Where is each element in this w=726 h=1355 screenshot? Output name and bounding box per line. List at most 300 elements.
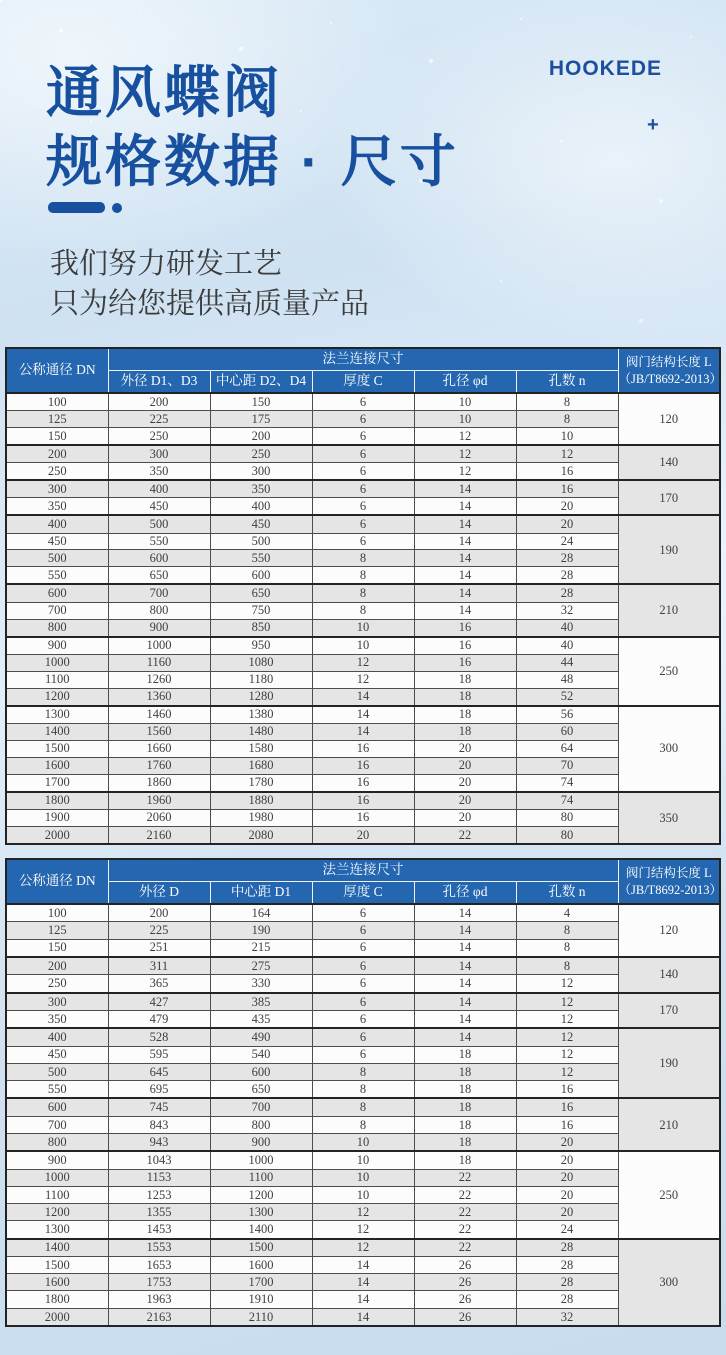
col-subheader: 孔径 φd (414, 370, 516, 393)
spec-cell: 550 (6, 1081, 108, 1099)
col-subheader: 中心距 D2、D4 (210, 370, 312, 393)
spec-cell: 600 (6, 1098, 108, 1116)
spec-cell: 1800 (6, 792, 108, 810)
spec-cell: 450 (210, 515, 312, 533)
spec-cell: 74 (516, 774, 618, 792)
spec-cell: 1400 (6, 723, 108, 740)
table-row (6, 637, 720, 655)
table-row (6, 792, 720, 810)
spec-cell: 16 (312, 740, 414, 757)
spec-cell: 14 (414, 567, 516, 585)
spec-cell: 2000 (6, 826, 108, 844)
spec-cell: 16 (414, 637, 516, 655)
spec-cell: 150 (6, 939, 108, 957)
spec-cell: 1653 (108, 1256, 210, 1273)
spec-cell: 16 (516, 480, 618, 498)
spec-cell: 1380 (210, 706, 312, 724)
spec-cell: 950 (210, 637, 312, 655)
spec-cell: 8 (516, 939, 618, 957)
table-row (6, 619, 720, 637)
spec-cell: 20 (414, 792, 516, 810)
spec-cell: 24 (516, 533, 618, 550)
spec-cell: 700 (108, 584, 210, 602)
table-row (6, 480, 720, 498)
spec-cell: 28 (516, 1291, 618, 1308)
spec-cell: 900 (108, 619, 210, 637)
table-row (6, 498, 720, 516)
spec-cell: 12 (312, 671, 414, 688)
spec-cell: 800 (6, 1133, 108, 1151)
spec-cell: 12 (312, 654, 414, 671)
spec-cell: 550 (210, 550, 312, 567)
spec-cell: 175 (210, 411, 312, 428)
spec-cell: 300 (6, 993, 108, 1011)
table-row (6, 957, 720, 975)
spec-cell: 6 (312, 957, 414, 975)
spec-cell: 500 (210, 533, 312, 550)
spec-cell: 1700 (6, 774, 108, 792)
spec-cell: 700 (6, 602, 108, 619)
table-row (6, 809, 720, 826)
subtitle-line1: 我们努力研发工艺 (50, 248, 283, 280)
table-row (6, 939, 720, 957)
spec-cell: 28 (516, 1239, 618, 1257)
spec-cell: 600 (210, 1063, 312, 1080)
table-row (6, 428, 720, 446)
table-row (6, 1081, 720, 1099)
spec-cell: 14 (414, 904, 516, 922)
length-merged-cell: 190 (618, 1028, 720, 1098)
table-row (6, 922, 720, 939)
spec-cell: 1680 (210, 757, 312, 774)
spec-cell: 1800 (6, 1291, 108, 1308)
spec-cell: 1860 (108, 774, 210, 792)
spec-cell: 80 (516, 826, 618, 844)
spec-cell: 365 (108, 975, 210, 993)
table-row (6, 1010, 720, 1028)
spec-cell: 1100 (6, 1186, 108, 1203)
length-merged-cell: 140 (618, 957, 720, 993)
spec-cell: 20 (516, 498, 618, 516)
spec-cell: 6 (312, 993, 414, 1011)
spec-cell: 14 (414, 1028, 516, 1046)
spec-cell: 10 (312, 1133, 414, 1151)
spec-cell: 14 (312, 1256, 414, 1273)
length-merged-cell: 190 (618, 515, 720, 584)
spec-cell: 645 (108, 1063, 210, 1080)
table-row (6, 904, 720, 922)
spec-cell: 1200 (210, 1186, 312, 1203)
spec-cell: 275 (210, 957, 312, 975)
spec-cell: 750 (210, 602, 312, 619)
spec-cell: 8 (312, 1098, 414, 1116)
page-title-line2: 规格数据 · 尺寸 (46, 130, 459, 194)
spec-cell: 20 (516, 1133, 618, 1151)
spec-cell: 8 (312, 584, 414, 602)
spec-cell: 16 (414, 654, 516, 671)
spec-cell: 4 (516, 904, 618, 922)
table-row (6, 993, 720, 1011)
spec-cell: 500 (6, 550, 108, 567)
table-row (6, 1169, 720, 1186)
table-row (6, 1151, 720, 1169)
spec-cell: 800 (6, 619, 108, 637)
table-row (6, 654, 720, 671)
spec-cell: 1480 (210, 723, 312, 740)
spec-cell: 8 (312, 1081, 414, 1099)
spec-cell: 16 (516, 1116, 618, 1133)
spec-cell: 14 (414, 480, 516, 498)
spec-cell: 14 (414, 584, 516, 602)
spec-cell: 20 (516, 1186, 618, 1203)
spec-cell: 1100 (210, 1169, 312, 1186)
spec-cell: 450 (6, 533, 108, 550)
col-header-length-line1: 阀门结构长度 L (625, 866, 712, 881)
spec-cell: 28 (516, 567, 618, 585)
length-merged-cell: 210 (618, 1098, 720, 1151)
spec-cell: 900 (210, 1133, 312, 1151)
col-subheader: 孔径 φd (414, 881, 516, 904)
col-subheader: 孔数 n (516, 370, 618, 393)
spec-cell: 10 (414, 393, 516, 411)
spec-cell: 1960 (108, 792, 210, 810)
spec-cell: 1600 (6, 1274, 108, 1291)
spec-cell: 540 (210, 1046, 312, 1063)
length-merged-cell: 170 (618, 480, 720, 515)
spec-cell: 150 (6, 428, 108, 446)
spec-cell: 74 (516, 792, 618, 810)
spec-table-2 (5, 858, 721, 1327)
spec-cell: 1753 (108, 1274, 210, 1291)
spec-cell: 150 (210, 393, 312, 411)
table-row (6, 1116, 720, 1133)
col-header-length-line1: 阀门结构长度 L (625, 355, 712, 370)
spec-cell: 10 (516, 428, 618, 446)
spec-cell: 1400 (210, 1221, 312, 1239)
col-header-length-line2: （JB/T8692-2013） (618, 371, 722, 386)
spec-cell: 6 (312, 480, 414, 498)
spec-cell: 1980 (210, 809, 312, 826)
spec-cell: 16 (312, 809, 414, 826)
spec-cell: 595 (108, 1046, 210, 1063)
length-merged-cell: 170 (618, 993, 720, 1029)
spec-cell: 250 (210, 445, 312, 463)
spec-cell: 10 (414, 411, 516, 428)
spec-cell: 550 (108, 533, 210, 550)
table-row (6, 1291, 720, 1308)
spec-cell: 1153 (108, 1169, 210, 1186)
spec-cell: 20 (414, 757, 516, 774)
subtitle (50, 244, 369, 324)
spec-cell: 6 (312, 1046, 414, 1063)
spec-cell: 350 (108, 463, 210, 481)
spec-cell: 300 (108, 445, 210, 463)
spec-cell: 943 (108, 1133, 210, 1151)
spec-cell: 10 (312, 1169, 414, 1186)
spec-cell: 28 (516, 584, 618, 602)
spec-cell: 350 (6, 1010, 108, 1028)
spec-cell: 26 (414, 1274, 516, 1291)
spec-cell: 6 (312, 411, 414, 428)
table-row (6, 1133, 720, 1151)
spec-cell: 28 (516, 550, 618, 567)
spec-cell: 1355 (108, 1204, 210, 1221)
spec-cell: 14 (312, 1291, 414, 1308)
spec-cell: 16 (516, 463, 618, 481)
spec-cell: 14 (414, 957, 516, 975)
spec-cell: 250 (108, 428, 210, 446)
spec-cell: 18 (414, 671, 516, 688)
spec-cell: 12 (516, 1046, 618, 1063)
spec-cell: 1200 (6, 688, 108, 706)
spec-cell: 32 (516, 1308, 618, 1326)
spec-cell: 1000 (6, 654, 108, 671)
table-row (6, 1239, 720, 1257)
table-row (6, 1028, 720, 1046)
spec-cell: 6 (312, 498, 414, 516)
spec-cell: 100 (6, 393, 108, 411)
spec-cell: 330 (210, 975, 312, 993)
col-header-flange-group: 法兰连接尺寸 (108, 859, 618, 881)
spec-cell: 1300 (6, 706, 108, 724)
table-row (6, 1308, 720, 1326)
spec-cell: 16 (312, 774, 414, 792)
spec-cell: 1500 (6, 1256, 108, 1273)
spec-cell: 14 (312, 723, 414, 740)
length-merged-cell: 120 (618, 393, 720, 445)
spec-cell: 48 (516, 671, 618, 688)
spec-cell: 1260 (108, 671, 210, 688)
spec-cell: 2080 (210, 826, 312, 844)
spec-cell: 16 (516, 1081, 618, 1099)
spec-cell: 10 (312, 1186, 414, 1203)
table-row (6, 1204, 720, 1221)
spec-table-1 (5, 347, 721, 845)
spec-cell: 28 (516, 1274, 618, 1291)
spec-cell: 6 (312, 975, 414, 993)
spec-cell: 6 (312, 922, 414, 939)
spec-cell: 190 (210, 922, 312, 939)
spec-cell: 1080 (210, 654, 312, 671)
spec-cell: 490 (210, 1028, 312, 1046)
table-row (6, 445, 720, 463)
spec-cell: 52 (516, 688, 618, 706)
spec-cell: 1280 (210, 688, 312, 706)
spec-cell: 10 (312, 619, 414, 637)
spec-cell: 18 (414, 1081, 516, 1099)
spec-cell: 22 (414, 1204, 516, 1221)
spec-cell: 1253 (108, 1186, 210, 1203)
spec-cell: 8 (516, 922, 618, 939)
spec-cell: 528 (108, 1028, 210, 1046)
spec-cell: 20 (414, 740, 516, 757)
spec-cell: 1900 (6, 809, 108, 826)
dimension-table (5, 858, 721, 1327)
col-subheader: 厚度 C (312, 370, 414, 393)
table-row (6, 463, 720, 481)
spec-cell: 20 (312, 826, 414, 844)
spec-cell: 225 (108, 411, 210, 428)
spec-cell: 6 (312, 445, 414, 463)
spec-cell: 20 (516, 515, 618, 533)
spec-cell: 1043 (108, 1151, 210, 1169)
length-merged-cell: 250 (618, 637, 720, 706)
spec-cell: 14 (414, 602, 516, 619)
spec-cell: 8 (312, 602, 414, 619)
spec-cell: 1500 (210, 1239, 312, 1257)
spec-cell: 695 (108, 1081, 210, 1099)
spec-cell: 28 (516, 1256, 618, 1273)
spec-cell: 900 (6, 637, 108, 655)
spec-cell: 700 (210, 1098, 312, 1116)
spec-cell: 8 (516, 957, 618, 975)
spec-cell: 16 (312, 792, 414, 810)
spec-cell: 2160 (108, 826, 210, 844)
spec-cell: 250 (6, 975, 108, 993)
subtitle-line2: 只为给您提供高质量产品 (50, 288, 370, 321)
spec-cell: 1000 (6, 1169, 108, 1186)
dimension-table (5, 347, 721, 845)
table-row (6, 671, 720, 688)
spec-cell: 14 (414, 498, 516, 516)
spec-cell: 18 (414, 1151, 516, 1169)
spec-cell: 400 (210, 498, 312, 516)
col-header-length (618, 348, 720, 393)
spec-cell: 20 (414, 809, 516, 826)
table-row (6, 1063, 720, 1080)
col-subheader: 外径 D1、D3 (108, 370, 210, 393)
spec-cell: 1660 (108, 740, 210, 757)
length-merged-cell: 350 (618, 792, 720, 844)
spec-cell: 650 (210, 584, 312, 602)
spec-cell: 18 (414, 1098, 516, 1116)
table-row (6, 584, 720, 602)
spec-cell: 200 (108, 393, 210, 411)
spec-cell: 1180 (210, 671, 312, 688)
spec-cell: 6 (312, 393, 414, 411)
spec-cell: 251 (108, 939, 210, 957)
spec-cell: 14 (312, 706, 414, 724)
page-title (46, 58, 459, 197)
spec-cell: 500 (6, 1063, 108, 1080)
spec-cell: 18 (414, 1063, 516, 1080)
spec-cell: 1910 (210, 1291, 312, 1308)
table-row (6, 688, 720, 706)
spec-cell: 1560 (108, 723, 210, 740)
spec-cell: 800 (210, 1116, 312, 1133)
spec-cell: 300 (210, 463, 312, 481)
spec-cell: 400 (108, 480, 210, 498)
spec-cell: 8 (312, 1116, 414, 1133)
spec-cell: 550 (6, 567, 108, 585)
title-underline (48, 202, 122, 213)
spec-cell: 14 (414, 550, 516, 567)
page-title-line1: 通风蝶阀 (46, 61, 282, 124)
spec-cell: 22 (414, 1221, 516, 1239)
spec-cell: 70 (516, 757, 618, 774)
spec-cell: 800 (108, 602, 210, 619)
table-row (6, 1256, 720, 1273)
table-row (6, 757, 720, 774)
spec-cell: 18 (414, 723, 516, 740)
spec-cell: 479 (108, 1010, 210, 1028)
spec-cell: 10 (312, 637, 414, 655)
spec-cell: 26 (414, 1256, 516, 1273)
spec-cell: 6 (312, 428, 414, 446)
length-merged-cell: 210 (618, 584, 720, 636)
table-row (6, 1186, 720, 1203)
spec-cell: 2163 (108, 1308, 210, 1326)
spec-cell: 18 (414, 1116, 516, 1133)
col-header-flange-group: 法兰连接尺寸 (108, 348, 618, 370)
spec-cell: 16 (516, 1098, 618, 1116)
table-row (6, 740, 720, 757)
table-row (6, 1098, 720, 1116)
spec-cell: 44 (516, 654, 618, 671)
spec-cell: 1780 (210, 774, 312, 792)
spec-cell: 200 (6, 445, 108, 463)
spec-cell: 1360 (108, 688, 210, 706)
spec-cell: 300 (6, 480, 108, 498)
spec-cell: 1300 (210, 1204, 312, 1221)
length-merged-cell: 300 (618, 706, 720, 792)
spec-cell: 12 (414, 428, 516, 446)
spec-cell: 14 (312, 1308, 414, 1326)
table-row (6, 706, 720, 724)
spec-cell: 6 (312, 904, 414, 922)
spec-cell: 1400 (6, 1239, 108, 1257)
table-row (6, 774, 720, 792)
spec-cell: 1453 (108, 1221, 210, 1239)
spec-cell: 6 (312, 1010, 414, 1028)
spec-cell: 350 (6, 498, 108, 516)
spec-cell: 900 (6, 1151, 108, 1169)
spec-cell: 100 (6, 904, 108, 922)
spec-cell: 1880 (210, 792, 312, 810)
table-row (6, 723, 720, 740)
sparkle-texture (0, 0, 2, 2)
spec-cell: 1600 (6, 757, 108, 774)
col-header-dn: 公称通径 DN (6, 348, 108, 393)
spec-cell: 10 (312, 1151, 414, 1169)
spec-cell: 850 (210, 619, 312, 637)
table-row (6, 975, 720, 993)
spec-cell: 14 (312, 688, 414, 706)
spec-cell: 22 (414, 1169, 516, 1186)
spec-cell: 450 (6, 1046, 108, 1063)
spec-cell: 2110 (210, 1308, 312, 1326)
spec-cell: 6 (312, 533, 414, 550)
table-row (6, 393, 720, 411)
spec-cell: 14 (414, 1010, 516, 1028)
spec-cell: 18 (414, 1046, 516, 1063)
spec-cell: 1200 (6, 1204, 108, 1221)
spec-cell: 1460 (108, 706, 210, 724)
spec-cell: 1760 (108, 757, 210, 774)
spec-cell: 8 (312, 567, 414, 585)
spec-cell: 12 (312, 1221, 414, 1239)
spec-cell: 650 (210, 1081, 312, 1099)
spec-cell: 24 (516, 1221, 618, 1239)
spec-cell: 14 (312, 1274, 414, 1291)
spec-cell: 12 (414, 445, 516, 463)
spec-cell: 22 (414, 1239, 516, 1257)
spec-cell: 12 (516, 993, 618, 1011)
spec-cell: 350 (210, 480, 312, 498)
spec-cell: 12 (312, 1204, 414, 1221)
brand-logo: HOOKEDE (548, 57, 662, 80)
spec-cell: 200 (108, 904, 210, 922)
